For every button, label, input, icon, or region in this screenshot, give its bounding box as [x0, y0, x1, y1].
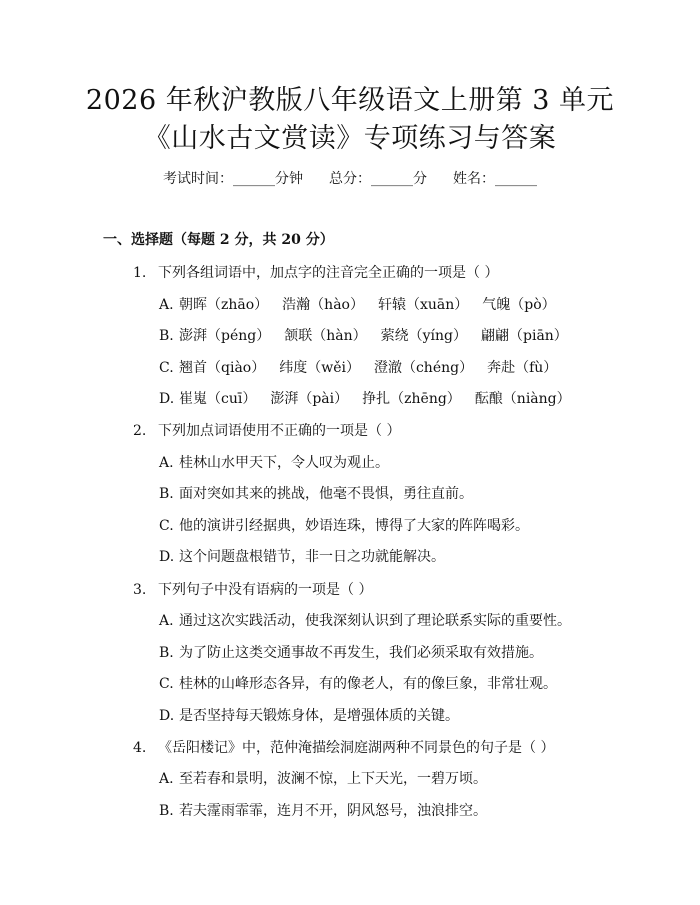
- question-number: 1.: [133, 265, 147, 281]
- option-letter: B.: [159, 486, 174, 502]
- question-text: 《岳阳楼记》中，范仲淹描绘洞庭湖两种不同景色的句子是（ ）: [158, 740, 555, 756]
- option-text: 桂林山水甲天下，令人叹为观止。: [179, 455, 389, 471]
- document-title-line-1: 2026 年秋沪教版八年级语文上册第 3 单元: [85, 85, 615, 116]
- option-word: 翩翩（piān）: [481, 328, 568, 344]
- question-text: 下列加点词语使用不正确的一项是（ ）: [158, 423, 401, 439]
- option-word: 挣扎（zhēng）: [362, 391, 461, 407]
- question-text: 下列各组词语中，加点字的注音完全正确的一项是（ ）: [158, 265, 499, 281]
- option-letter: C.: [159, 518, 174, 534]
- q3-option-c: [159, 674, 557, 694]
- question-text: 下列句子中没有语病的一项是（ ）: [158, 582, 373, 598]
- q1-option-b: [159, 326, 582, 346]
- option-letter: D.: [159, 708, 175, 724]
- option-letter: D.: [159, 549, 175, 565]
- q3-option-b: [159, 643, 543, 663]
- total-score-field: 总分：______分: [329, 171, 427, 187]
- option-letter: A.: [159, 297, 174, 313]
- q3-option-a: [159, 611, 571, 631]
- option-word: 酝酿（niàng）: [474, 391, 571, 407]
- option-word: 萦绕（yíng）: [380, 328, 467, 344]
- option-text: 若夫霪雨霏霏，连月不开，阴风怒号，浊浪排空。: [179, 803, 487, 819]
- option-text: 面对突如其来的挑战，他毫不畏惧，勇往直前。: [179, 486, 473, 502]
- option-word: 浩瀚（hào）: [282, 297, 364, 313]
- option-word: 纬度（wěi）: [279, 360, 360, 376]
- option-text: 通过这次实践活动，使我深刻认识到了理论联系实际的重要性。: [179, 613, 571, 629]
- option-letter: C.: [159, 360, 174, 376]
- option-letter: A.: [159, 613, 174, 629]
- option-letter: B.: [159, 803, 174, 819]
- q1-option-c: [159, 358, 571, 378]
- q2-option-d: [159, 547, 445, 567]
- option-letter: A.: [159, 455, 174, 471]
- option-text: 他的演讲引经据典，妙语连珠，博得了大家的阵阵喝彩。: [179, 518, 529, 534]
- question-3: [133, 580, 372, 600]
- q2-option-c: [159, 516, 529, 536]
- exam-info-line: [0, 169, 700, 189]
- option-word: 颔联（hàn）: [284, 328, 367, 344]
- option-word: 轩辕（xuān）: [377, 297, 469, 313]
- q2-option-a: [159, 453, 389, 473]
- option-text: 是否坚持每天锻炼身体，是增强体质的关键。: [179, 708, 459, 724]
- question-1: [133, 263, 498, 283]
- option-word: 奔赴（fù）: [487, 360, 558, 376]
- option-word: 朝晖（zhāo）: [179, 297, 269, 313]
- student-name-field: 姓名：______: [453, 171, 537, 187]
- q2-option-b: [159, 484, 473, 504]
- question-2: [133, 421, 400, 441]
- option-word: 气魄（pò）: [482, 297, 556, 313]
- q4-option-b: [159, 801, 487, 821]
- question-number: 3.: [133, 582, 147, 598]
- q3-option-d: [159, 706, 459, 726]
- option-word: 崔嵬（cuī）: [179, 391, 257, 407]
- option-letter: B.: [159, 645, 174, 661]
- exam-time-field: 考试时间：______分钟: [163, 171, 303, 187]
- option-letter: D.: [159, 391, 175, 407]
- option-word: 澎湃（péng）: [179, 328, 271, 344]
- q1-option-d: [159, 389, 585, 409]
- document-title-line-2: 《山水古文赏读》专项练习与答案: [143, 123, 557, 154]
- question-number: 4.: [133, 740, 147, 756]
- option-text: 至若春和景明，波澜不惊，上下天光，一碧万顷。: [179, 771, 487, 787]
- option-letter: A.: [159, 771, 174, 787]
- option-letter: B.: [159, 328, 174, 344]
- question-number: 2.: [133, 423, 147, 439]
- option-word: 澎湃（pài）: [270, 391, 349, 407]
- option-text: 桂林的山峰形态各异，有的像老人，有的像巨象，非常壮观。: [179, 676, 557, 692]
- section-heading-choice: 一、选择题（每题 2 分，共 20 分）: [103, 232, 334, 248]
- option-text: 为了防止这类交通事故不再发生，我们必须采取有效措施。: [179, 645, 543, 661]
- question-4: [133, 738, 554, 758]
- option-text: 这个问题盘根错节，非一日之功就能解决。: [179, 549, 445, 565]
- option-word: 翘首（qiào）: [179, 360, 266, 376]
- q1-option-a: [159, 295, 570, 315]
- q4-option-a: [159, 769, 487, 789]
- option-word: 澄澈（chéng）: [373, 360, 474, 376]
- option-letter: C.: [159, 676, 174, 692]
